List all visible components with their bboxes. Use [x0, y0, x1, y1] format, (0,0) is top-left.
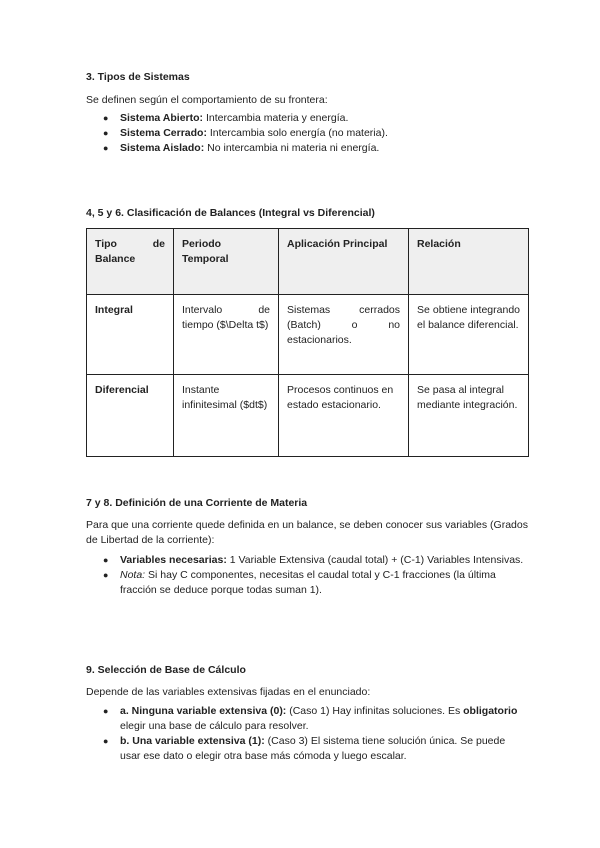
table-cell: Instante infinitesimal ($dt$): [174, 375, 279, 457]
section-78-intro: Para que una corriente quede definida en un balance, se deben conocer sus variables (Grados de Libertad de la corriente):: [86, 519, 528, 546]
bullet-icon: ●: [103, 706, 109, 716]
table-cell: Sistemas cerrados (Batch) o no estacionarios.: [279, 295, 409, 375]
section-9-heading: 9. Selección de Base de Cálculo: [86, 664, 246, 676]
list-item: ● a. Ninguna variable extensiva (0): (Caso 1) Hay infinitas soluciones. Es obligatorio elegir una base de cálculo para resolver.: [103, 705, 518, 732]
balances-table: [86, 228, 529, 457]
table-row: [87, 375, 529, 457]
table-cell: Se pasa al integral mediante integración.: [409, 375, 529, 457]
bullet-icon: ●: [103, 736, 109, 746]
list-item: ● Variables necesarias: 1 Variable Extensiva (caudal total) + (C-1) Variables Intensivas.: [103, 554, 524, 566]
bullet-icon: ●: [103, 113, 109, 123]
bullet-icon: ●: [103, 143, 109, 153]
table-header-row: [87, 229, 529, 295]
section-78-list: [86, 553, 528, 598]
list-item: ● Sistema Cerrado: Intercambia solo energía (no materia).: [103, 127, 388, 139]
table-cell: Diferencial: [87, 375, 174, 457]
section-3-heading: 3. Tipos de Sistemas: [86, 71, 190, 83]
table-header-cell: Tipo de Balance: [87, 229, 174, 295]
section-9-intro: Depende de las variables extensivas fijadas en el enunciado:: [86, 686, 371, 698]
list-item: ● Sistema Abierto: Intercambia materia y energía.: [103, 112, 349, 124]
table-cell: Se obtiene integrando el balance diferencial.: [409, 295, 529, 375]
section-3-intro: Se definen según el comportamiento de su frontera:: [86, 94, 328, 106]
bullet-icon: ●: [103, 128, 109, 138]
table-header-cell: Relación: [409, 229, 529, 295]
section-78-heading: 7 y 8. Definición de una Corriente de Materia: [86, 497, 308, 509]
table-cell: Integral: [87, 295, 174, 375]
table-cell: Procesos continuos en estado estacionario.: [279, 375, 409, 457]
bullet-icon: ●: [103, 570, 109, 580]
list-item: ● b. Una variable extensiva (1): (Caso 3) El sistema tiene solución única. Se puede usar ese dato o elegir otra base más cómoda y luego escalar.: [103, 735, 506, 762]
list-item: ● Sistema Aislado: No intercambia ni materia ni energía.: [103, 142, 380, 154]
section-456-heading: 4, 5 y 6. Clasificación de Balances (Integral vs Diferencial): [86, 207, 375, 219]
table-row: [87, 295, 529, 375]
table-header-cell: Aplicación Principal: [279, 229, 409, 295]
section-3-list: [86, 111, 528, 156]
section-9-list: [86, 704, 528, 764]
table-cell: Intervalo de tiempo ($\Delta t$): [174, 295, 279, 375]
table-header-cell: Periodo Temporal: [174, 229, 279, 295]
bullet-icon: ●: [103, 555, 109, 565]
list-item: ● Nota: Si hay C componentes, necesitas el caudal total y C-1 fracciones (la última fracción se deduce porque todas suman 1).: [103, 569, 496, 596]
